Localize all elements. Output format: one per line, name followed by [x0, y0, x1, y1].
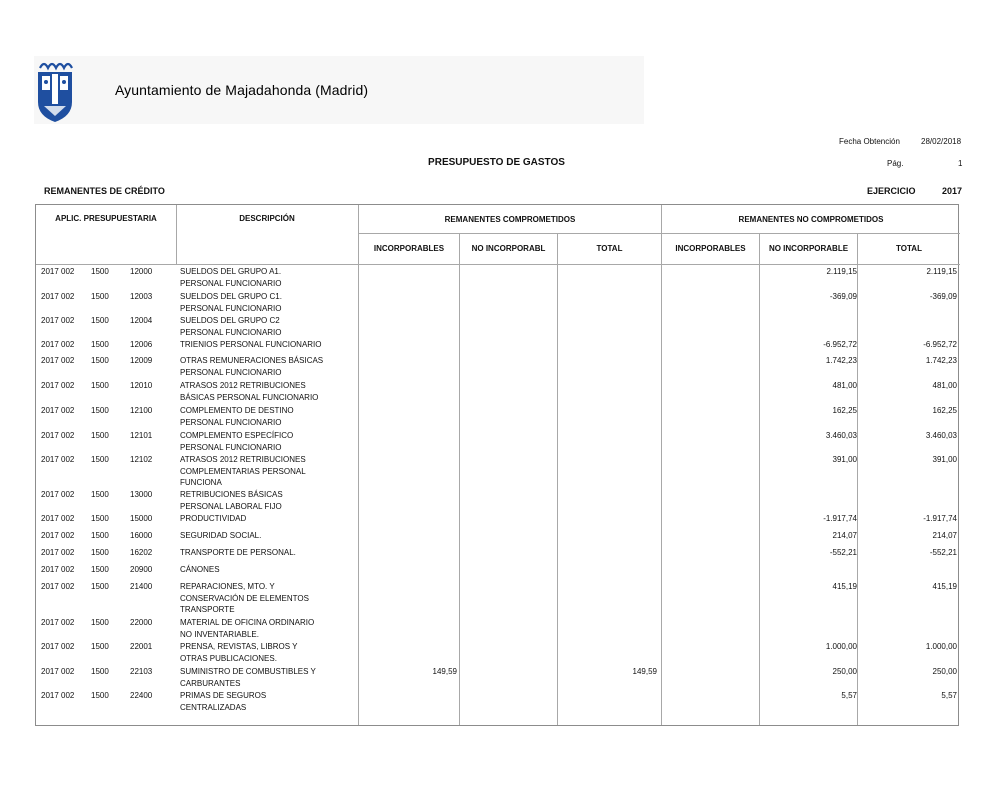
organization-name: Ayuntamiento de Majadahonda (Madrid)	[115, 82, 369, 98]
cell-desc: COMPLEMENTO ESPECÍFICO PERSONAL FUNCIONARIO	[180, 431, 294, 452]
cell-desc: CÁNONES	[180, 565, 220, 574]
header-separator	[36, 264, 960, 265]
cell-eco: 20900	[130, 565, 153, 574]
cell-desc: REPARACIONES, MTO. Y CONSERVACIÓN DE ELEMENTOS TRANSPORTE	[180, 582, 309, 614]
header-incorporables: INCORPORABLES	[373, 244, 445, 253]
cell-ntot: 391,00	[932, 455, 957, 464]
cell-prog: 1500	[91, 292, 109, 301]
header-aplic: APLIC. PRESUPUESTARIA	[55, 214, 157, 223]
cell-ntot: -552,21	[929, 548, 957, 557]
col-separator	[661, 205, 662, 725]
fiscal-year-value: 2017	[942, 186, 963, 196]
cell-ntot: -369,09	[929, 292, 957, 301]
cell-prog: 1500	[91, 514, 109, 523]
budget-table	[35, 204, 959, 726]
cell-ntot: 1.742,23	[925, 356, 957, 365]
cell-desc: COMPLEMENTO DE DESTINO PERSONAL FUNCIONARIO	[180, 406, 294, 427]
cell-desc: SUELDOS DEL GRUPO A1. PERSONAL FUNCIONARIO	[180, 267, 282, 288]
cell-eco: 16202	[130, 548, 153, 557]
cell-year: 2017 002	[41, 316, 75, 325]
cell-ntot: -6.952,72	[923, 340, 957, 349]
page-label: Pág.	[887, 159, 904, 168]
cell-prog: 1500	[91, 381, 109, 390]
cell-year: 2017 002	[41, 531, 75, 540]
cell-ntot: 481,00	[932, 381, 957, 390]
cell-nnoinc: 1.742,23	[825, 356, 857, 365]
cell-year: 2017 002	[41, 381, 75, 390]
date-value: 28/02/2018	[921, 137, 962, 146]
cell-eco: 22000	[130, 618, 153, 627]
date-label: Fecha Obtención	[839, 137, 900, 146]
cell-year: 2017 002	[41, 292, 75, 301]
cell-prog: 1500	[91, 642, 109, 651]
cell-desc: ATRASOS 2012 RETRIBUCIONES BÁSICAS PERSONAL FUNCIONARIO	[180, 381, 319, 402]
col-separator	[759, 233, 760, 725]
cell-nnoinc: 162,25	[832, 406, 857, 415]
cell-eco: 12000	[130, 267, 153, 276]
section-title: REMANENTES DE CRÉDITO	[44, 186, 165, 196]
cell-eco: 12003	[130, 292, 153, 301]
cell-desc: RETRIBUCIONES BÁSICAS PERSONAL LABORAL FIJO	[180, 490, 283, 511]
cell-ntot: 1.000,00	[925, 642, 957, 651]
cell-prog: 1500	[91, 667, 109, 676]
cell-tot: 149,59	[632, 667, 657, 676]
cell-desc: PRIMAS DE SEGUROS CENTRALIZADAS	[180, 691, 267, 712]
cell-year: 2017 002	[41, 455, 75, 464]
document-title: PRESUPUESTO DE GASTOS	[428, 157, 565, 168]
header-total-2: TOTAL	[896, 244, 922, 253]
cell-eco: 12009	[130, 356, 153, 365]
cell-nnoinc: 481,00	[832, 381, 857, 390]
cell-desc: SUELDOS DEL GRUPO C2 PERSONAL FUNCIONARIO	[180, 316, 282, 337]
cell-prog: 1500	[91, 531, 109, 540]
cell-year: 2017 002	[41, 431, 75, 440]
cell-year: 2017 002	[41, 667, 75, 676]
cell-ntot: 162,25	[932, 406, 957, 415]
cell-year: 2017 002	[41, 356, 75, 365]
cell-desc: SUMINISTRO DE COMBUSTIBLES Y CARBURANTES	[180, 667, 316, 688]
cell-nnoinc: -6.952,72	[823, 340, 857, 349]
header-comprometidos: REMANENTES COMPROMETIDOS	[444, 215, 576, 224]
cell-prog: 1500	[91, 267, 109, 276]
cell-nnoinc: 1.000,00	[825, 642, 857, 651]
cell-ntot: 3.460,03	[925, 431, 957, 440]
cell-year: 2017 002	[41, 340, 75, 349]
cell-nnoinc: 3.460,03	[825, 431, 857, 440]
cell-nnoinc: 415,19	[832, 582, 857, 591]
cell-prog: 1500	[91, 618, 109, 627]
col-separator	[557, 233, 558, 725]
header-no-incorporable-2: NO INCORPORABLE	[768, 244, 849, 253]
cell-prog: 1500	[91, 431, 109, 440]
cell-year: 2017 002	[41, 691, 75, 700]
cell-year: 2017 002	[41, 490, 75, 499]
cell-nnoinc: 391,00	[832, 455, 857, 464]
cell-nnoinc: -1.917,74	[823, 514, 857, 523]
col-separator	[358, 205, 359, 725]
cell-nnoinc: -552,21	[829, 548, 857, 557]
cell-eco: 12101	[130, 431, 153, 440]
cell-eco: 15000	[130, 514, 153, 523]
cell-year: 2017 002	[41, 642, 75, 651]
cell-eco: 12010	[130, 381, 153, 390]
cell-prog: 1500	[91, 490, 109, 499]
cell-desc: SUELDOS DEL GRUPO C1. PERSONAL FUNCIONARIO	[180, 292, 282, 313]
cell-prog: 1500	[91, 455, 109, 464]
cell-year: 2017 002	[41, 514, 75, 523]
col-separator	[857, 233, 858, 725]
cell-desc: ATRASOS 2012 RETRIBUCIONES COMPLEMENTARIAS PERSONAL FUNCIONA	[180, 455, 306, 487]
cell-prog: 1500	[91, 340, 109, 349]
cell-desc: SEGURIDAD SOCIAL.	[180, 531, 262, 540]
cell-ntot: -1.917,74	[923, 514, 957, 523]
page-number: 1	[958, 159, 963, 168]
cell-nnoinc: -369,09	[829, 292, 857, 301]
cell-year: 2017 002	[41, 548, 75, 557]
header-no-comprometidos: REMANENTES NO COMPROMETIDOS	[738, 215, 884, 224]
cell-eco: 12006	[130, 340, 153, 349]
cell-prog: 1500	[91, 548, 109, 557]
header-descripcion: DESCRIPCIÓN	[239, 214, 295, 223]
cell-nnoinc: 214,07	[832, 531, 857, 540]
cell-nnoinc: 5,57	[841, 691, 857, 700]
coat-of-arms-logo	[36, 58, 74, 124]
cell-prog: 1500	[91, 406, 109, 415]
cell-inc: 149,59	[432, 667, 457, 676]
cell-prog: 1500	[91, 565, 109, 574]
cell-ntot: 250,00	[932, 667, 957, 676]
cell-ntot: 5,57	[941, 691, 957, 700]
cell-year: 2017 002	[41, 565, 75, 574]
cell-eco: 22103	[130, 667, 153, 676]
cell-eco: 22001	[130, 642, 153, 651]
cell-eco: 16000	[130, 531, 153, 540]
cell-desc: MATERIAL DE OFICINA ORDINARIO NO INVENTARIABLE.	[180, 618, 315, 639]
cell-desc: PRODUCTIVIDAD	[180, 514, 247, 523]
cell-year: 2017 002	[41, 582, 75, 591]
cell-eco: 22400	[130, 691, 153, 700]
col-separator	[459, 233, 460, 725]
cell-nnoinc: 250,00	[832, 667, 857, 676]
cell-eco: 12004	[130, 316, 153, 325]
header-total: TOTAL	[596, 244, 623, 253]
cell-prog: 1500	[91, 316, 109, 325]
cell-prog: 1500	[91, 356, 109, 365]
cell-desc: TRANSPORTE DE PERSONAL.	[180, 548, 296, 557]
cell-ntot: 415,19	[932, 582, 957, 591]
cell-eco: 13000	[130, 490, 153, 499]
cell-year: 2017 002	[41, 406, 75, 415]
cell-desc: OTRAS REMUNERACIONES BÁSICAS PERSONAL FUNCIONARIO	[180, 356, 324, 377]
cell-eco: 21400	[130, 582, 153, 591]
fiscal-year-label: EJERCICIO	[867, 186, 916, 196]
header-incorporables-2: INCORPORABLES	[675, 244, 746, 253]
cell-eco: 12100	[130, 406, 153, 415]
cell-nnoinc: 2.119,15	[826, 267, 857, 276]
cell-year: 2017 002	[41, 267, 75, 276]
cell-year: 2017 002	[41, 618, 75, 627]
header-no-incorporabl: NO INCORPORABL	[471, 244, 546, 253]
cell-ntot: 2.119,15	[926, 267, 957, 276]
cell-desc: TRIENIOS PERSONAL FUNCIONARIO	[180, 340, 322, 349]
header-separator	[358, 233, 960, 234]
cell-ntot: 214,07	[932, 531, 957, 540]
cell-prog: 1500	[91, 691, 109, 700]
cell-eco: 12102	[130, 455, 153, 464]
cell-desc: PRENSA, REVISTAS, LIBROS Y OTRAS PUBLICACIONES.	[180, 642, 298, 663]
cell-prog: 1500	[91, 582, 109, 591]
